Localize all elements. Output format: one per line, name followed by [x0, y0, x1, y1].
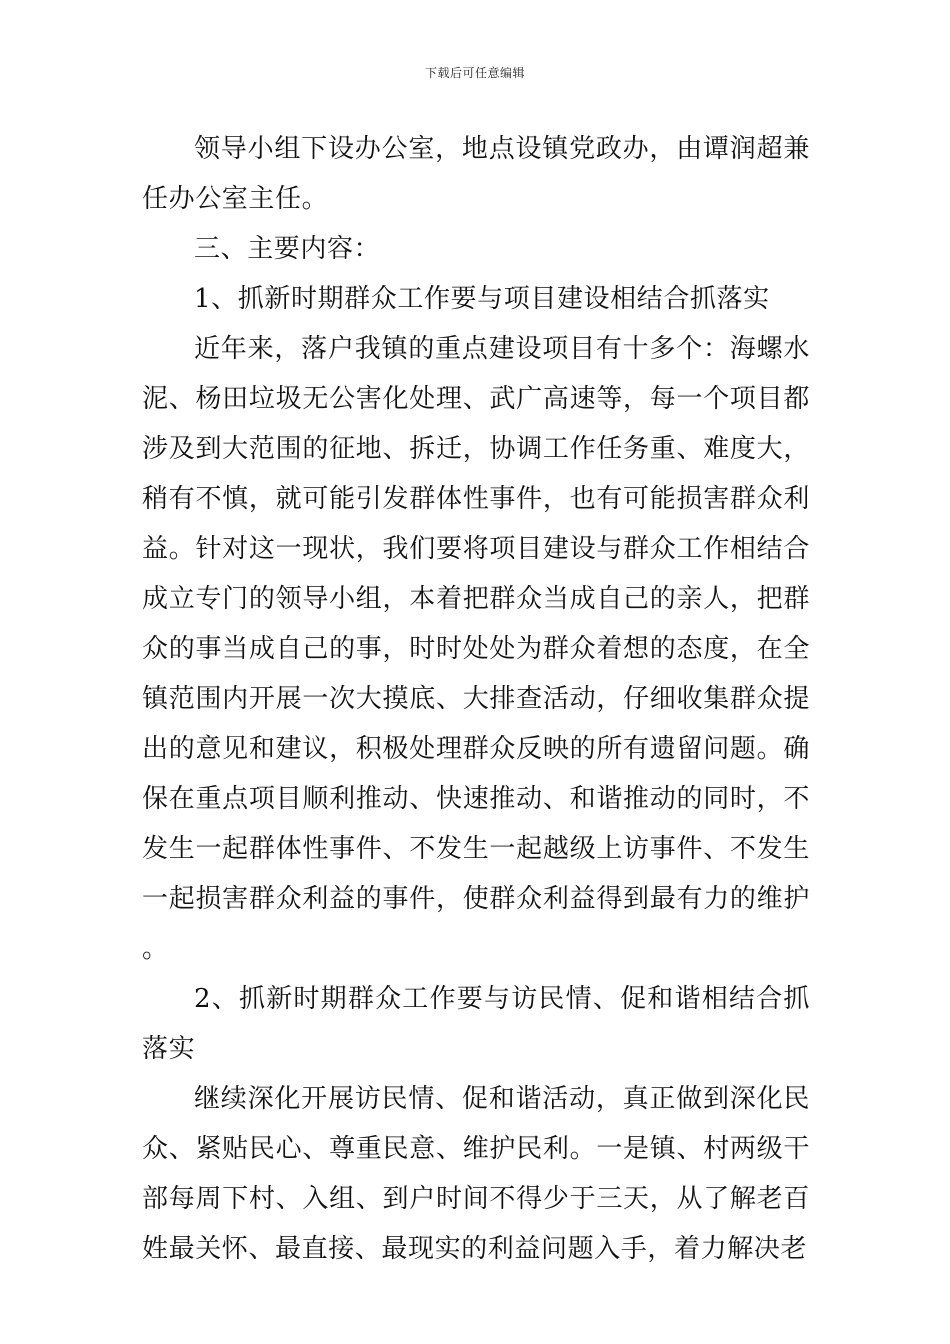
document-body [142, 124, 810, 1274]
subheading-visit-people: 2、抓新时期群众工作要与访民情、促和谐相结合抓落实 [142, 984, 810, 1064]
subheading-project-construction: 1、抓新时期群众工作要与项目建设相结合抓落实 [194, 284, 770, 314]
page-header: 下载后可任意编辑 [424, 66, 525, 80]
section-heading-main-content: 三、主要内容： [194, 234, 381, 264]
paragraph-office-setup: 领导小组下设办公室，地点设镇党政办，由谭润超兼任办公室主任。 [142, 134, 810, 214]
paragraph-project-construction: 近年来，落户我镇的重点建设项目有十多个：海螺水泥、杨田垃圾无公害化处理、武广高速等，每一个项目都涉及到大范围的征地、拆迁，协调工作任务重、难度大，稍有不慎，就可能引发群体性事件，也有可能损害群众利益。针对这一现状，我们要将项目建设与群众工作相结合成立专门的领导小组，本着把群众当成自己的亲人，把群众的事当成自己的事，时时处处为群众着想的态度，在全镇范围内开展一次大摸底、大排查活动，仔细收集群众提出的意见和建议，积极处理群众反映的所有遗留问题。确保在重点项目顺利推动、快速推动、和谐推动的同时，不发生一起群体性事件、不发生一起越级上访事件、不发生一起损害群众利益的事件，使群众利益得到最有力的维护。 [142, 334, 810, 964]
paragraph-visit-people: 继续深化开展访民情、促和谐活动，真正做到深化民众、紧贴民心、尊重民意、维护民利。一是镇、村两级干部每周下村、入组、到户时间不得少于三天，从了解老百姓最关怀、最直接、最现实的利益问题入手，着力解决老 [142, 1084, 810, 1264]
